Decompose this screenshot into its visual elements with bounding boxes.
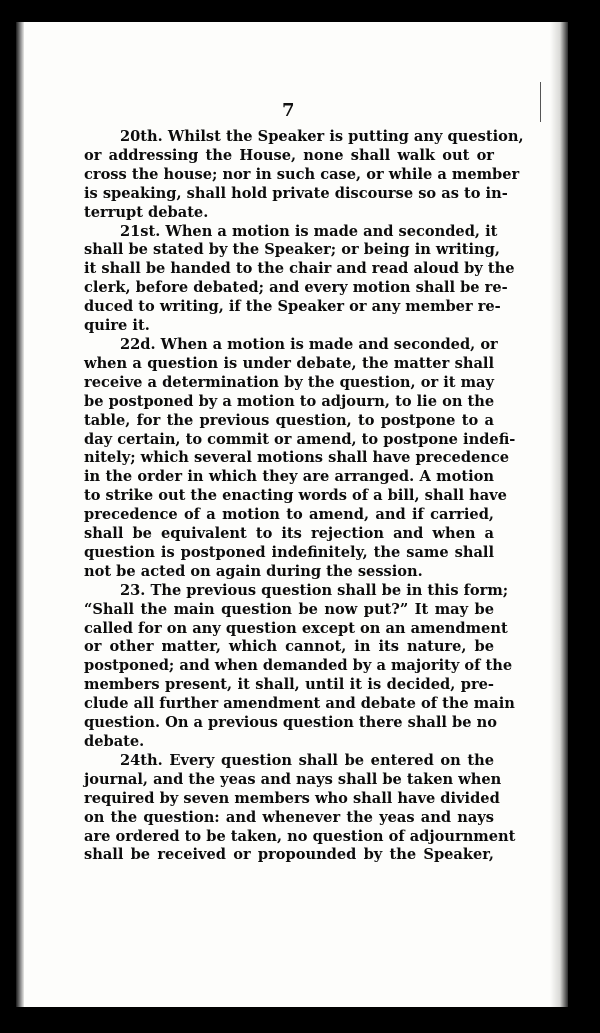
text-line: is speaking, shall hold private discourse so as to in- <box>84 184 508 202</box>
text-line: question is postponed indefinitely, the same shall <box>84 543 494 561</box>
text-line: quire it. <box>84 317 150 335</box>
text-line: precedence of a motion to amend, and if carried, <box>84 506 494 524</box>
text-line: called for on any question except on an amendment <box>84 619 508 637</box>
text-line: “Shall the main question be now put?” It may be <box>84 600 494 618</box>
text-line: shall be received or propounded by the Speaker, <box>84 846 494 864</box>
text-line: debate. <box>84 733 145 750</box>
text-line: receive a determination by the question, or it may <box>84 373 494 391</box>
text-line: or other matter, which cannot, in its nature, be <box>84 638 494 656</box>
text-line: day certain, to commit or amend, to postpone indefi- <box>84 430 516 448</box>
text-line: clude all further amendment and debate of the main <box>84 695 515 713</box>
text-line: terrupt debate. <box>84 203 209 221</box>
text-line: 22d. When a motion is made and seconded, or <box>120 335 498 353</box>
text-line: postponed; and when demanded by a majority of the <box>84 657 513 675</box>
text-line: cross the house; nor in such case, or while a member <box>84 165 520 183</box>
book-page <box>16 22 568 1007</box>
text-line: 20th. Whilst the Speaker is putting any question, <box>120 128 524 145</box>
text-line: in the order in which they are arranged. A motion <box>84 468 494 486</box>
margin-mark <box>540 82 541 122</box>
text-line: on the question: and whenever the yeas and nays <box>84 808 494 826</box>
text-line: 24th. Every question shall be entered on the <box>120 751 494 769</box>
text-line: 21st. When a motion is made and seconded, it <box>120 222 498 240</box>
text-line: clerk, before debated; and every motion shall be re- <box>84 279 508 297</box>
text-line: duced to writing, if the Speaker or any member re- <box>84 298 501 316</box>
text-line: 23. The previous question shall be in this form; <box>120 581 509 599</box>
text-line: it shall be handed to the chair and read aloud by the <box>84 260 515 278</box>
text-line: shall be stated by the Speaker; or being in writing, <box>84 241 500 259</box>
page-gutter-shadow <box>16 22 24 1007</box>
text-line: shall be equivalent to its rejection and when a <box>84 525 494 543</box>
text-line: table, for the previous question, to postpone to a <box>84 411 494 429</box>
text-line: to strike out the enacting words of a bill, shall have <box>84 487 507 505</box>
text-line: when a question is under debate, the matter shall <box>84 354 494 372</box>
text-line: question. On a previous question there shall be no <box>84 714 497 732</box>
text-line: be postponed by a motion to adjourn, to lie on the <box>84 392 495 410</box>
text-line: are ordered to be taken, no question of adjournment <box>84 827 516 845</box>
text-line: nitely; which several motions shall have precedence <box>84 449 510 467</box>
page-number: 7 <box>282 100 295 121</box>
text-line: required by seven members who shall have divided <box>84 789 500 807</box>
text-line: not be acted on again during the session. <box>84 562 423 580</box>
text-line: journal, and the yeas and nays shall be taken when <box>84 770 502 788</box>
text-line: members present, it shall, until it is decided, pre- <box>84 676 494 694</box>
text-line: or addressing the House, none shall walk out or <box>84 146 494 164</box>
page-body-text <box>84 128 524 865</box>
page-edge-shadow <box>550 22 568 1007</box>
